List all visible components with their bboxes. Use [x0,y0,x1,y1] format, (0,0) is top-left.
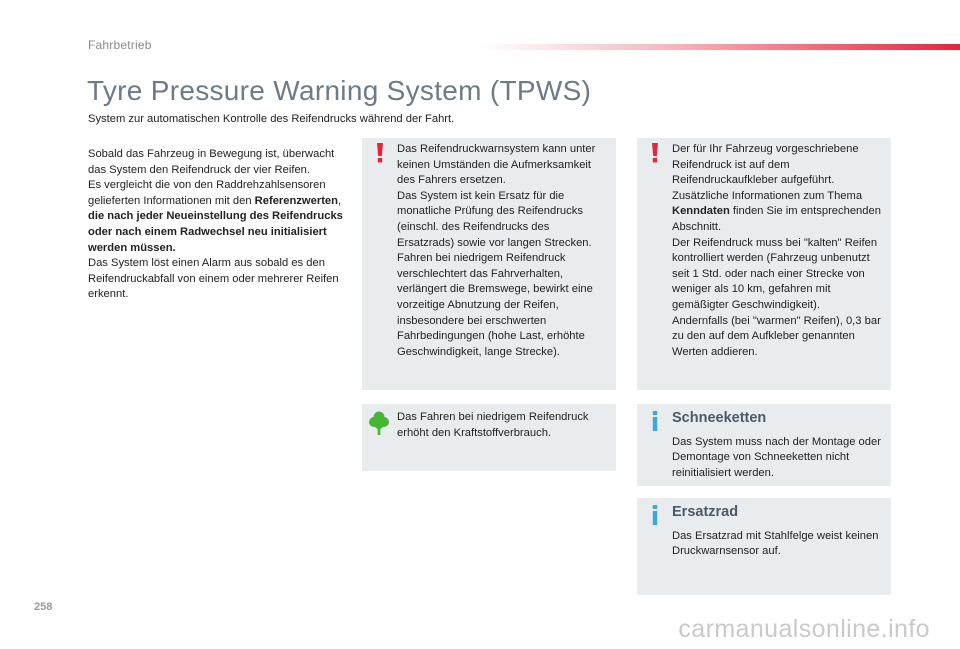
paragraph: Das Reifendruckwarnsystem kann unter keinen Umständen die Aufmerksamkeit des Fahrers ersetzen. [397,143,596,187]
paragraph: Der Reifendruck muss bei "kalten" Reifen kontrolliert werden (Fahrzeug unbenutzt seit 1 Std. oder nach einer Strecke von weniger als 10 km, gefahren mit gemäßigter Geschwindigkeit). [672,236,878,311]
page-number: 258 [34,601,53,613]
paragraph: Sobald das Fahrzeug in Bewegung ist, überwacht das System den Reifendruck der vier Reifen. [88,148,335,176]
box-heading: Ersatzrad [672,504,739,520]
eco-tip-box [362,404,616,471]
section-label: Fahrbetrieb [88,38,152,52]
info-icon [651,505,659,525]
paragraph: Das System löst einen Alarm aus sobald es den Reifendruckabfall von einem oder mehrerer Reifen erkennt. [88,257,339,301]
exclamation-icon [376,143,384,163]
info-icon [651,411,659,431]
info-box-snow-chains [637,404,891,486]
warning-box [637,138,891,390]
info-box-spare-wheel [637,498,891,595]
box-heading: Schneeketten [672,410,767,426]
exclamation-icon [651,143,659,163]
paragraph: Das Ersatzrad mit Stahlfelge weist keinen Druckwarnsensor auf. [672,529,879,558]
paragraph: Zusätzliche Informationen zum Thema Kenndaten finden Sie im entsprechenden Abschnitt. [672,189,881,233]
paragraph: Der für Ihr Fahrzeug vorgeschriebene Reifendruck ist auf dem Reifendruckaufkleber aufgeführt. [672,143,859,187]
paragraph: Fahren bei niedrigem Reifendruck verschlechtert das Fahrverhalten, verlängert die Bremswege, bewirkt eine vorzeitige Abnutzung der Reifen, insbesondere bei erschwerten Fahrbedingungen (hohe Last, erhöhte Geschwindigkeit, lange Strecke). [397,252,593,358]
intro-text: System zur automatischen Kontrolle des Reifendrucks während der Fahrt. [88,113,455,125]
paragraph: Das System muss nach der Montage oder Demontage von Schneeketten nicht reinitialisiert werden. [672,435,881,479]
warning-box [362,138,616,390]
paragraph: Das Fahren bei niedrigem Reifendruck erhöht den Kraftstoffverbrauch. [397,411,589,439]
paragraph: Es vergleicht die von den Raddrehzahlsensoren gelieferten Informationen mit den Referenzwerten, [88,179,342,207]
header-accent-bar [480,44,960,50]
main-text-column [88,147,350,303]
emphasis-block: die nach jeder Neueinstellung des Reifendrucks oder nach einem Radwechsel neu initialisiert werden müssen. [88,210,343,254]
tree-icon [369,411,389,435]
paragraph: Andernfalls (bei "warmen" Reifen), 0,3 bar zu den auf dem Aufkleber genannten Werten addieren. [672,314,881,358]
paragraph: Das System ist kein Ersatz für die monatliche Prüfung des Reifendrucks (einschl. des Reifendrucks des Ersatzrads) sowie vor langen Strecken. [397,189,592,249]
watermark: carmanualsonline.info [678,615,930,643]
page-title: Tyre Pressure Warning System (TPWS) [87,75,592,106]
